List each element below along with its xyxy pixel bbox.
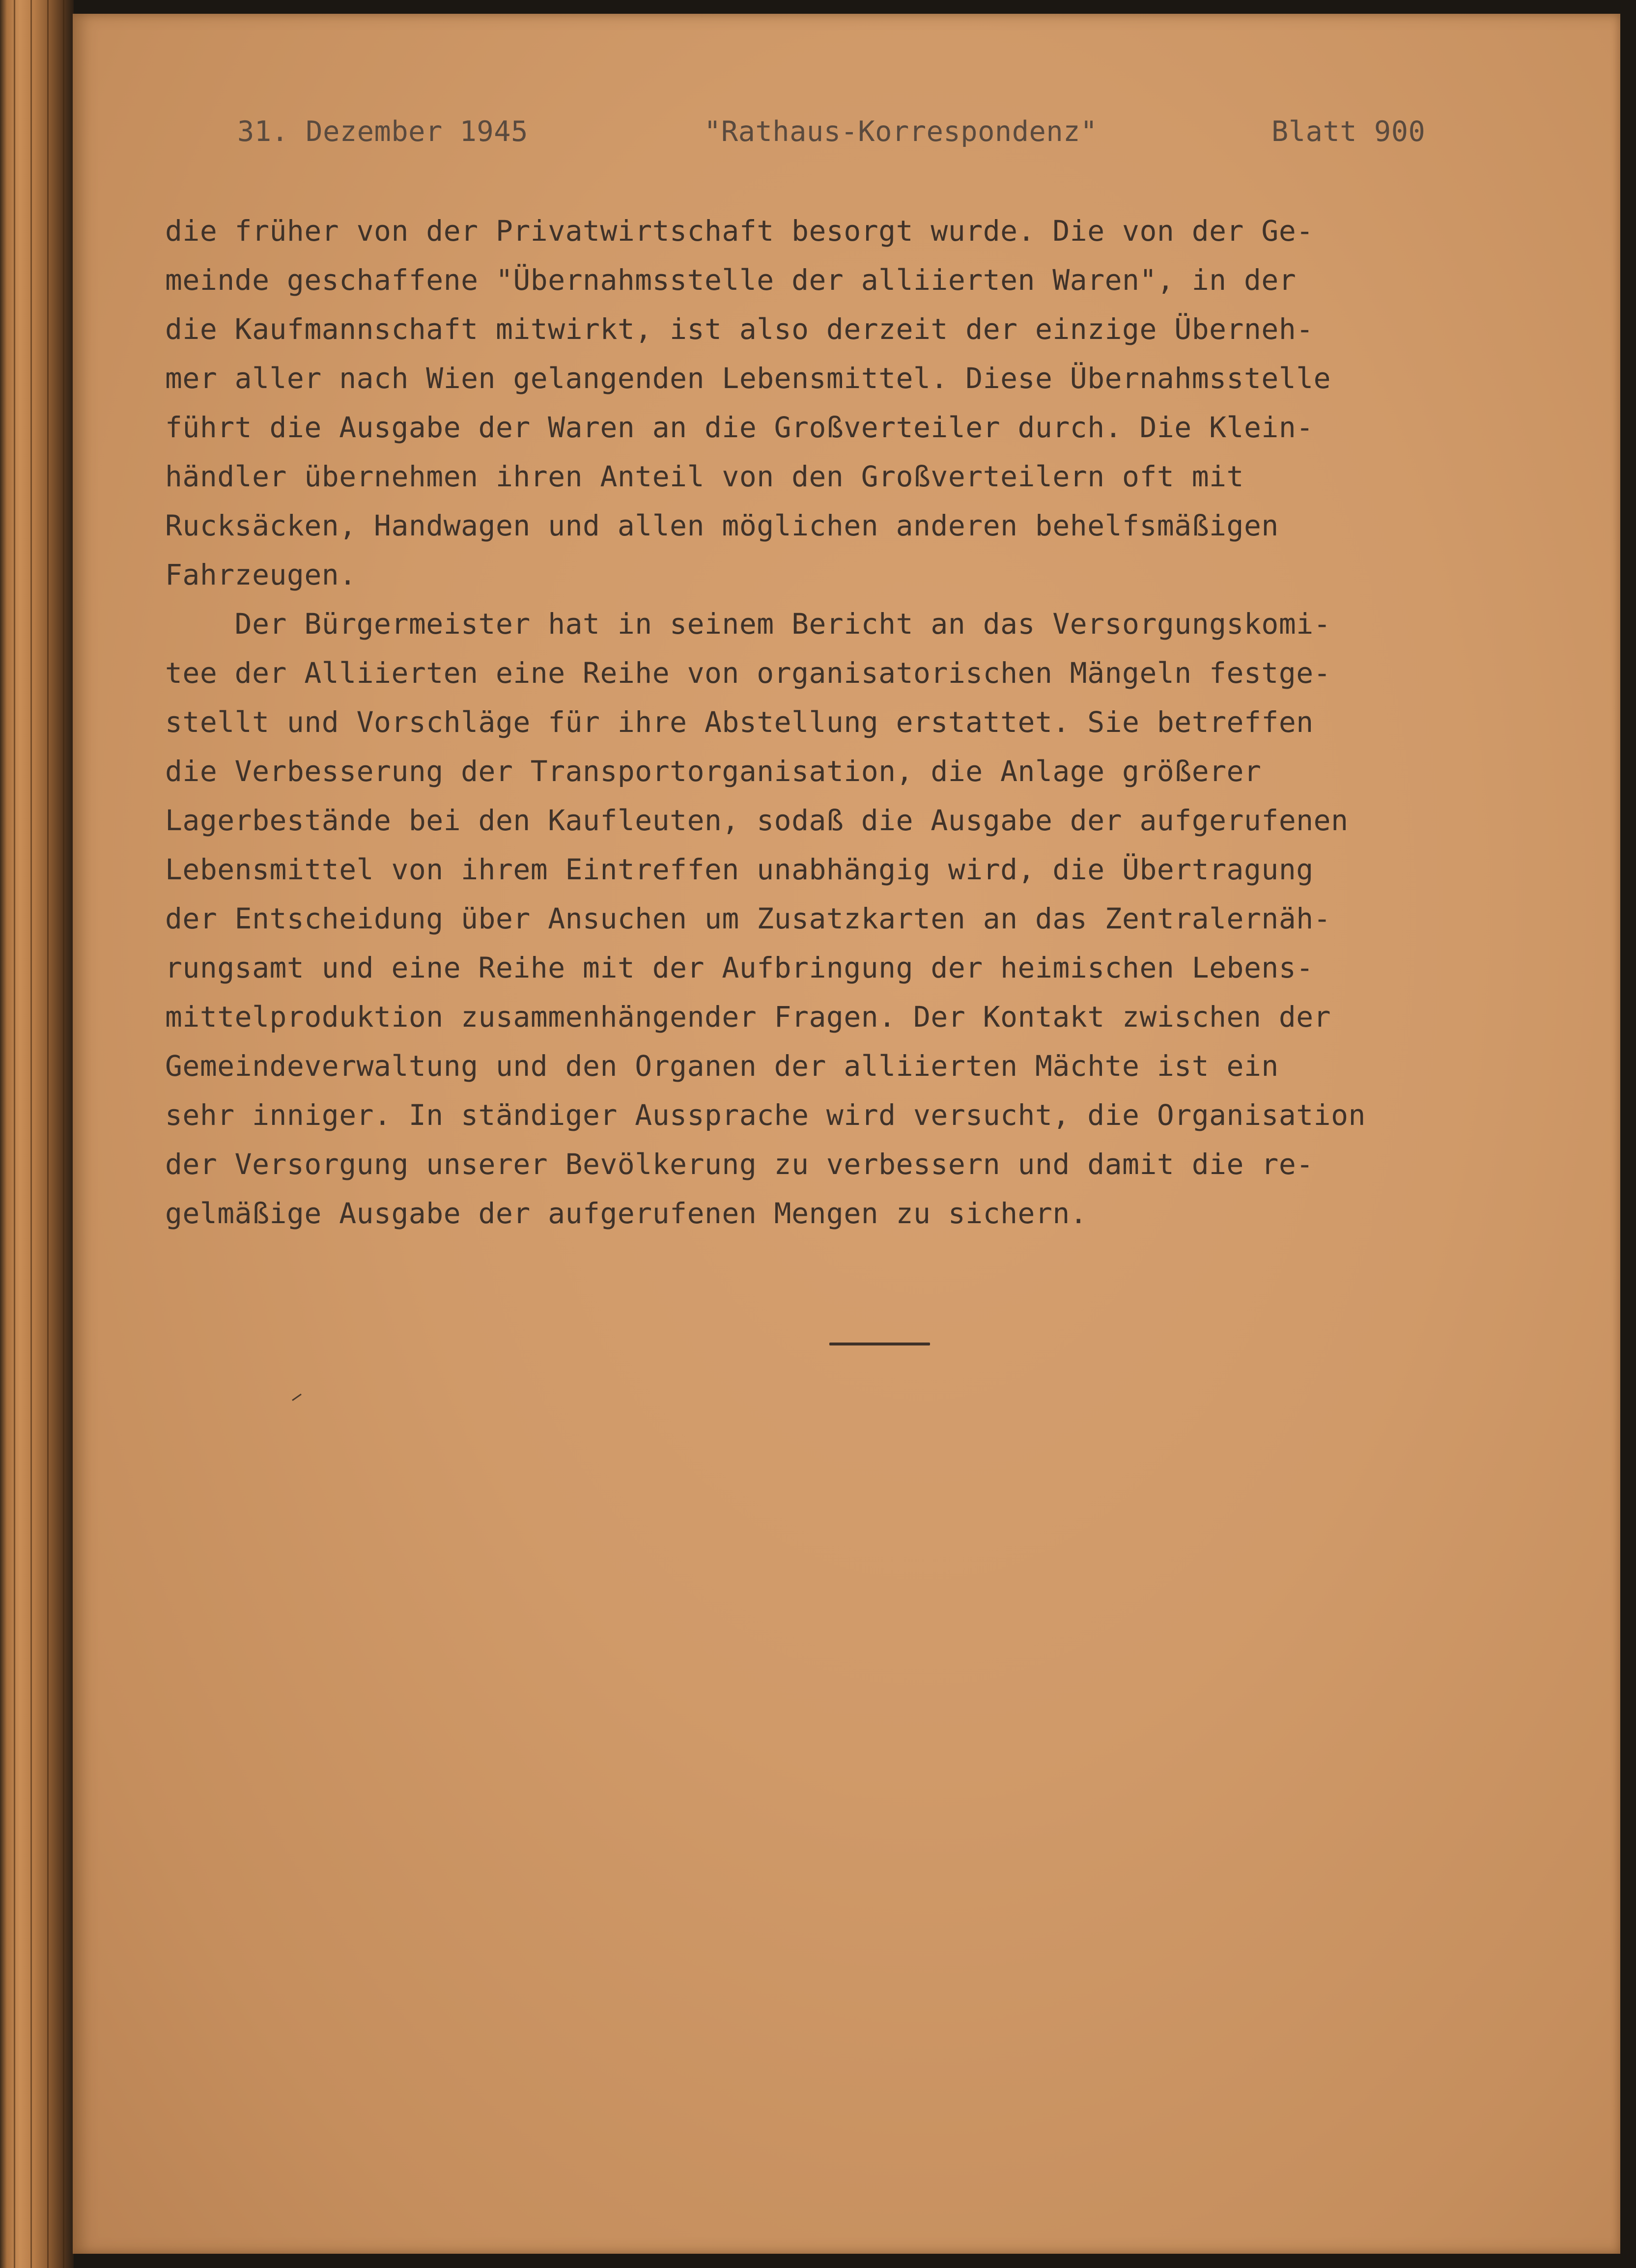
text-line: der Versorgung unserer Bevölkerung zu verbessern und damit die re-: [165, 1148, 1314, 1181]
text-line: Fahrzeugen.: [165, 558, 357, 591]
text-line: händler übernehmen ihren Anteil von den Großverteilern oft mit: [165, 460, 1244, 493]
text-line: die früher von der Privatwirtschaft besorgt wurde. Die von der Ge-: [165, 214, 1314, 248]
paper-mark: [292, 1394, 302, 1401]
typewritten-page: [73, 14, 1620, 2254]
text-line: tee der Alliierten eine Reihe von organisatorischen Mängeln festge-: [165, 656, 1331, 690]
text-line: mittelproduktion zusammenhängender Fragen. Der Kontakt zwischen der: [165, 1000, 1331, 1034]
text-line: die Verbesserung der Transportorganisation, die Anlage größerer: [165, 755, 1262, 788]
text-line: Lagerbestände bei den Kaufleuten, sodaß die Ausgabe der aufgerufenen: [165, 804, 1349, 837]
text-line: meinde geschaffene "Übernahmsstelle der alliierten Waren", in der: [165, 263, 1297, 297]
text-line: Der Bürgermeister hat in seinem Bericht an das Versorgungskomi-: [165, 607, 1331, 641]
header-title: "Rathaus-Korrespondenz": [704, 115, 1098, 148]
text-line: Lebensmittel von ihrem Eintreffen unabhängig wird, die Übertragung: [165, 853, 1314, 886]
text-line: Rucksäcken, Handwagen und allen möglichen anderen behelfsmäßigen: [165, 509, 1279, 542]
text-line: rungsamt und eine Reihe mit der Aufbringung der heimischen Lebens-: [165, 951, 1314, 984]
text-line: gelmäßige Ausgabe der aufgerufenen Mengen zu sichern.: [165, 1197, 1088, 1230]
header-sheet-number: Blatt 900: [1271, 115, 1426, 148]
page-edge-line: [30, 0, 32, 2268]
text-line: mer aller nach Wien gelangenden Lebensmittel. Diese Übernahmsstelle: [165, 362, 1331, 395]
page-edge-line: [14, 0, 15, 2268]
text-line: der Entscheidung über Ansuchen um Zusatzkarten an das Zentralernäh-: [165, 902, 1331, 935]
page-edge-line: [47, 0, 49, 2268]
booklet-binding-edge: [0, 0, 74, 2268]
text-line: führt die Ausgabe der Waren an die Großverteiler durch. Die Klein-: [165, 411, 1314, 444]
text-line: die Kaufmannschaft mitwirkt, ist also derzeit der einzige Überneh-: [165, 312, 1314, 346]
header-date: 31. Dezember 1945: [237, 115, 528, 148]
closing-rule: [829, 1343, 930, 1345]
page-edge-line: [63, 0, 64, 2268]
text-line: sehr inniger. In ständiger Aussprache wird versucht, die Organisation: [165, 1098, 1366, 1132]
text-line: stellt und Vorschläge für ihre Abstellung erstattet. Sie betreffen: [165, 705, 1314, 739]
text-line: Gemeindeverwaltung und den Organen der alliierten Mächte ist ein: [165, 1049, 1279, 1083]
